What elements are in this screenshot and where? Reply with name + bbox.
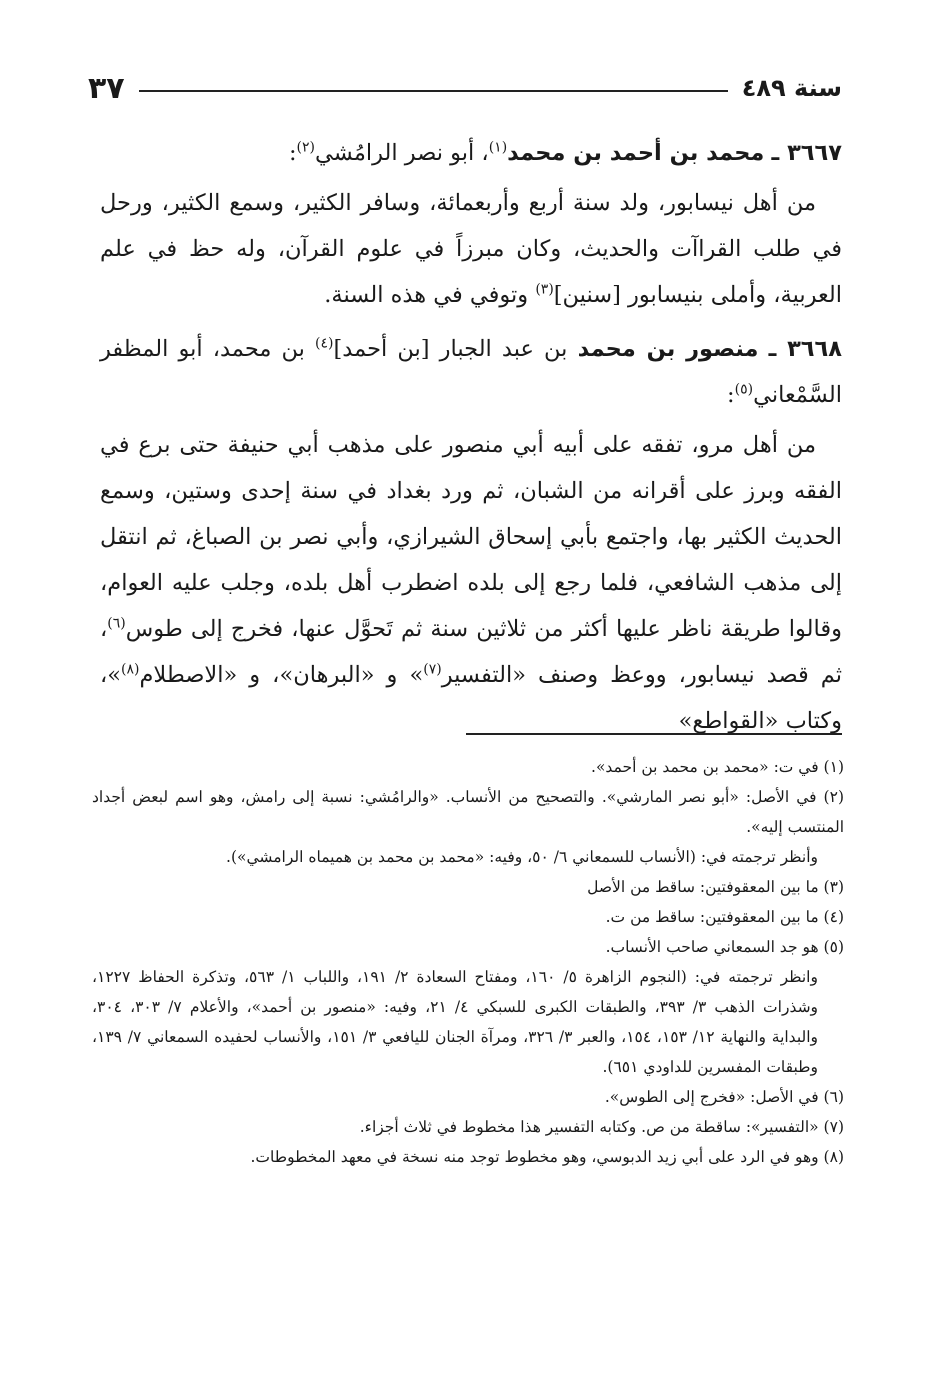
entry-text: من أهل مرو، تفقه على أبيه أبي منصور على مذهب أبي حنيفة حتى برع في الفقه وبرز على أقرانه من الشبان، ثم ورد بغداد في سنة إحدى وستين، وسمع الحديث الكثير بها، واجتمع بأبي إسحاق الشيرازي، وأبي نصر بن الصباغ، ثم انتقل إلى مذهب الشافعي، فلما رجع إلى بلده اضطرب أهل بلده، وجلب عليه العوام، وقالوا طريقة ناظر عليها أكثر من ثلاثين سنة ثم تَحوَّل عنها، فخرج إلى طوس [100, 432, 842, 642]
note-ref: (٥) [734, 381, 754, 398]
entry-kunya: ، أبو نصر الرامُشي [315, 140, 489, 166]
header-rule [139, 90, 728, 92]
entry-text: ، ثم قصد نيسابور، ووعظ وصنف «التفسير [100, 616, 842, 688]
page-number: ٣٧ [88, 70, 125, 106]
footnote-2: (٢) في الأصل: «أبو نصر المارشي». والتصحيح من الأنساب. «والرامُشي: نسبة إلى رامش، وهو اسم لبعض أجداد المنتسب إليه». [92, 788, 844, 836]
footnote-8: (٨) وهو في الرد على أبي زيد الدبوسي، وهو مخطوط توجد منه نسخة في معهد المخطوطات. [250, 1148, 844, 1166]
entry-name: محمد بن أحمد بن محمد [507, 140, 765, 166]
entry-body-3667 [100, 180, 842, 318]
header-year: سنة ٤٨٩ [741, 74, 842, 102]
footnotes [92, 752, 844, 1172]
entry-kunya: بن محمد، أبو المظفر السَّمْعاني [100, 336, 842, 408]
note-ref: (١) [488, 139, 508, 156]
note-ref: (٦) [107, 615, 126, 632]
entry-heading-3668 [100, 326, 842, 418]
note-ref: (٣) [535, 281, 554, 298]
footnote-2-see-also: وأنظر ترجمته في: (الأنساب للسمعاني ٦/ ٥٠، وفيه: «محمد بن محمد بن هميماه الرامشي»). [226, 848, 818, 866]
main-text [100, 130, 842, 752]
note-ref: (٤) [315, 335, 334, 352]
running-header [88, 68, 842, 108]
entry-lineage: بن عبد الجبار [بن أحمد] [333, 336, 578, 362]
entry-number: ٣٦٦٨ ـ [768, 336, 843, 362]
footnote-1: (١) في ت: «محمد بن محمد بن أحمد». [591, 758, 844, 776]
entry-text: »، وكتاب «القواطع» [100, 662, 842, 734]
entry-number: ٣٦٦٧ ـ [771, 140, 842, 166]
footnote-5: (٥) هو جد السمعاني صاحب الأنساب. [605, 938, 844, 956]
footnote-4: (٤) ما بين المعقوفتين: ساقط من ت. [605, 908, 844, 926]
footnote-7: (٧) «التفسير»: ساقطة من ص. وكتابه التفسير هذا مخطوط في ثلاث أجزاء. [359, 1118, 844, 1136]
footnote-6: (٦) في الأصل: «فخرج إلى الطوس». [604, 1088, 844, 1106]
footnote-separator [466, 733, 842, 735]
entry-colon: : [727, 382, 735, 408]
entry-heading-3667 [100, 130, 842, 176]
note-ref: (٨) [121, 661, 140, 678]
entry-colon: : [288, 140, 297, 166]
note-ref: (٢) [296, 139, 315, 156]
footnote-3: (٣) ما بين المعقوفتين: ساقط من الأصل [587, 878, 844, 896]
footnote-5-see-also: وانظر ترجمته في: (النجوم الزاهرة ٥/ ١٦٠، ومفتاح السعادة ٢/ ١٩١، واللباب ١/ ٥٦٣، وتذكرة الحفاظ ١٢٢٧، وشذرات الذهب ٣/ ٣٩٣، والطبقات الكبرى للسبكي ٤/ ٢١، وفيه: «منصور بن أحمد»، والأعلام ٧/ ٣٠٣، ٣٠٤، والبداية والنهاية ١٢/ ١٥٣، ١٥٤، والعبر ٣/ ٣٢٦، ومرآة الجنان لليافعي ٣/ ١٥١، والأنساب لحفيده السمعاني ٧/ ١٣٩، وطبقات المفسرين للداودي ٦٥١). [92, 968, 819, 1076]
entry-name: منصور بن محمد [577, 336, 759, 362]
entry-text: » و «البرهان»، و «الاصطلام [139, 662, 424, 688]
entry-text: من أهل نيسابور، ولد سنة أربع وأربعمائة، وسافر الكثير، وسمع الكثير، ورحل في طلب القراآت والحديث، وكان مبرزاً في علوم القرآن، وله حظ في علم العربية، وأملى بنيسابور [سنين] [100, 190, 842, 308]
entry-body-3668 [100, 422, 842, 744]
note-ref: (٧) [423, 661, 442, 678]
entry-text: وتوفي في هذه السنة. [324, 282, 536, 308]
